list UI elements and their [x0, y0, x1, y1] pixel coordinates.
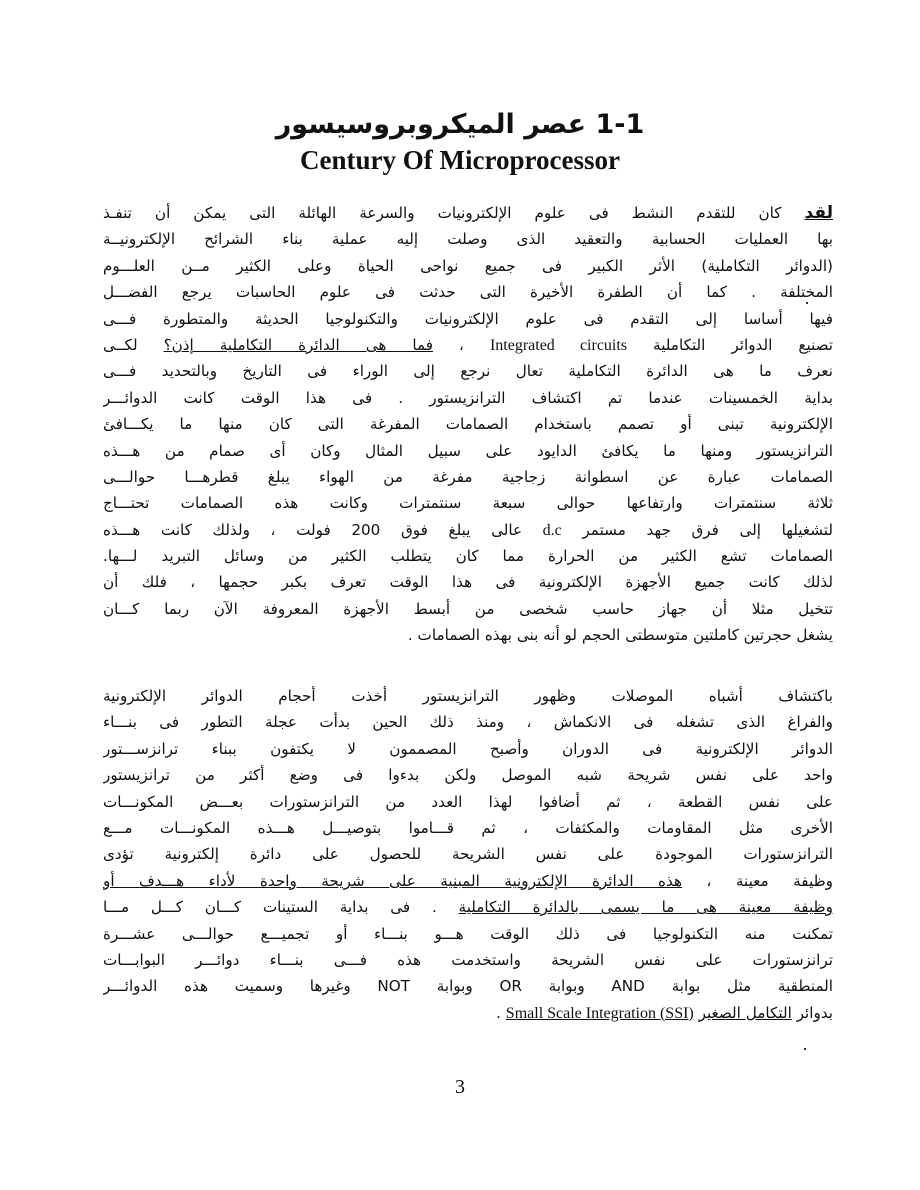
text-line	[103, 332, 833, 358]
text-span: عالى يبلغ فوق 200 فولت ، ولذلك كانت هـــذه	[103, 520, 543, 539]
text-span: تصنيع الدوائر التكاملية	[627, 335, 833, 354]
text-line: الصمامات عبارة عن اسطوانة زجاجية مفرغة من الهواء يبلغ قطرهـــا حوالـــى	[103, 467, 833, 486]
text-span: لكــى	[103, 335, 164, 354]
text-span: . فى بداية الستينات كـــان كـــل مـــا	[103, 898, 459, 917]
text-span: لتشغيلها إلى فرق جهد مستمر	[561, 520, 833, 539]
text-line: الترانزستورات الموجودة على نفس الشريحة للحصول على دائرة إلكترونية تؤدى	[103, 845, 833, 864]
text-span: بدوائر	[791, 1003, 833, 1022]
text-line	[103, 868, 833, 894]
english-term: Integrated circuits	[489, 336, 628, 354]
text-line: على نفس القطعة ، ثم أضافوا لهذا العدد من الترانزستورات بعـــض المكونـــات	[103, 792, 833, 811]
text-line	[103, 1000, 833, 1026]
underlined-definition: هذه الدائرة الإلكترونية المبنية على شريحة واحدة لأداء هـــدف أو	[103, 871, 682, 890]
english-term: Small Scale Integration (SSI)	[505, 1004, 694, 1022]
text-line: واحد على نفس شريحة شبه الموصل ولكن بدءوا فى وضع أكثر من ترانزيستور	[103, 766, 833, 785]
text-line: الإلكترونية تبنى أو تصمم باستخدام الصمامات المفرغة التى كان منها ما يكـــافئ	[103, 415, 833, 434]
text-line: بداية الخمسينات عندما تم اكتشاف الترانزيستور . فى هذا الوقت كانت الدوائـــر	[103, 388, 833, 407]
text-line: لذلك كانت جميع الأجهزة الإلكترونية فى هذا الوقت تعرف بكبر حجمها ، فلك أن	[103, 573, 833, 592]
text-line: الدوائر الإلكترونية فى الدوران وأصبح المصممون لا يكتفون ببناء ترانزســـتور	[103, 739, 833, 758]
text-span: وظيفة معينة ،	[682, 871, 833, 890]
underlined-question: فما هى الدائرة التكاملية إذن؟	[163, 335, 434, 354]
text-line: والفراغ الذى تشغله فى الانكماش ، ومنذ ذلك الحين بدأت عجلة التطور فى بنـــاء	[103, 713, 833, 732]
english-term: d.c	[542, 521, 562, 539]
text-line: الصمامات تشع الكثير من الحرارة مما كان يتطلب الكثير من وسائل التبريد لـــها.	[103, 547, 833, 566]
text-line: ترانزستورات على نفس الشريحة واستخدمت هذه فـــى بنـــاء دوائـــر البوابـــات	[103, 950, 833, 969]
lead-word: لقد	[804, 203, 833, 223]
english-section-title: Century Of Microprocessor	[300, 145, 620, 175]
text-line: تمكنت منه التكنولوجيا فى ذلك الوقت هـــو بنـــاء أو تجميـــع حوالـــى عشـــرة	[103, 924, 833, 943]
text-line: بها العمليات الحسابية والتعقيد الذى وصلت إليه عملية بناء الشرائح الإلكترونيــة	[103, 230, 833, 249]
text-line	[103, 200, 833, 226]
text-line: فيها أساسا إلى التقدم فى علوم الإلكترونيات والتكنولوجيا الحديثة والمتطورة فـــى	[103, 309, 833, 328]
text-line: يشغل حجرتين كاملتين متوسطتى الحجم لو أنه بنى بهذه الصمامات .	[407, 626, 833, 645]
text-span: كان للتقدم النشط فى علوم الإلكترونيات والسرعة الهائلة التى يمكن أن تنفـذ	[103, 204, 805, 222]
paragraph-2	[103, 683, 833, 1026]
text-line: ثلاثة سنتمترات وارتفاعها حوالى سبعة سنتمترات وكانت هذه الصمامات تحتـــاج	[103, 494, 833, 513]
text-line: المنطقية مثل بوابة AND وبوابة OR وبوابة NOT وغيرها وسميت هذه الدوائـــر	[103, 977, 833, 996]
text-line: الأخرى مثل المقاومات والمكثفات ، ثم قـــاموا بتوصيـــل هـــذه المكونـــات مـــع	[103, 818, 833, 837]
text-line: الترانزيستور ومنها ما يكافئ الدايود على سبيل المثال وكان أى صمام من هـــذه	[103, 441, 833, 460]
arabic-section-title: 1-1 عصر الميكروبروسيسور	[275, 109, 645, 140]
text-line: المختلفة . كما أن الطفرة الأخيرة التى حدثت فى علوم الحاسبات يرجع الفضـــل	[103, 283, 833, 302]
text-line	[103, 894, 833, 920]
paragraph-1	[103, 200, 833, 649]
page-number: 3	[455, 1076, 465, 1098]
scan-speck	[804, 1048, 806, 1050]
text-line: نعرف ما هى الدائرة التكاملية تعال نرجع إلى الوراء فى التاريخ وبالتحديد فـــى	[103, 362, 833, 381]
underlined-definition: وظيفة معينة هى ما يسمى بالدائرة التكاملية	[458, 898, 833, 917]
underlined-term: التكامل الصغير	[698, 1003, 792, 1022]
text-line: باكتشاف أشباه الموصلات وظهور الترانزيستور أخذت أحجام الدوائر الإلكترونية	[103, 687, 833, 705]
text-line	[103, 517, 833, 543]
scan-speck	[806, 302, 808, 304]
text-span: .	[496, 1003, 506, 1022]
text-line: تتخيل مثلا أن جهاز حاسب شخصى من أبسط الأجهزة المعروفة الآن ربما كـــان	[103, 599, 833, 618]
text-line: (الدوائر التكاملية) الأثر الكبير فى جميع نواحى الحياة وعلى الكثير مــن العلـــوم	[103, 256, 833, 275]
text-span: ،	[433, 335, 490, 354]
